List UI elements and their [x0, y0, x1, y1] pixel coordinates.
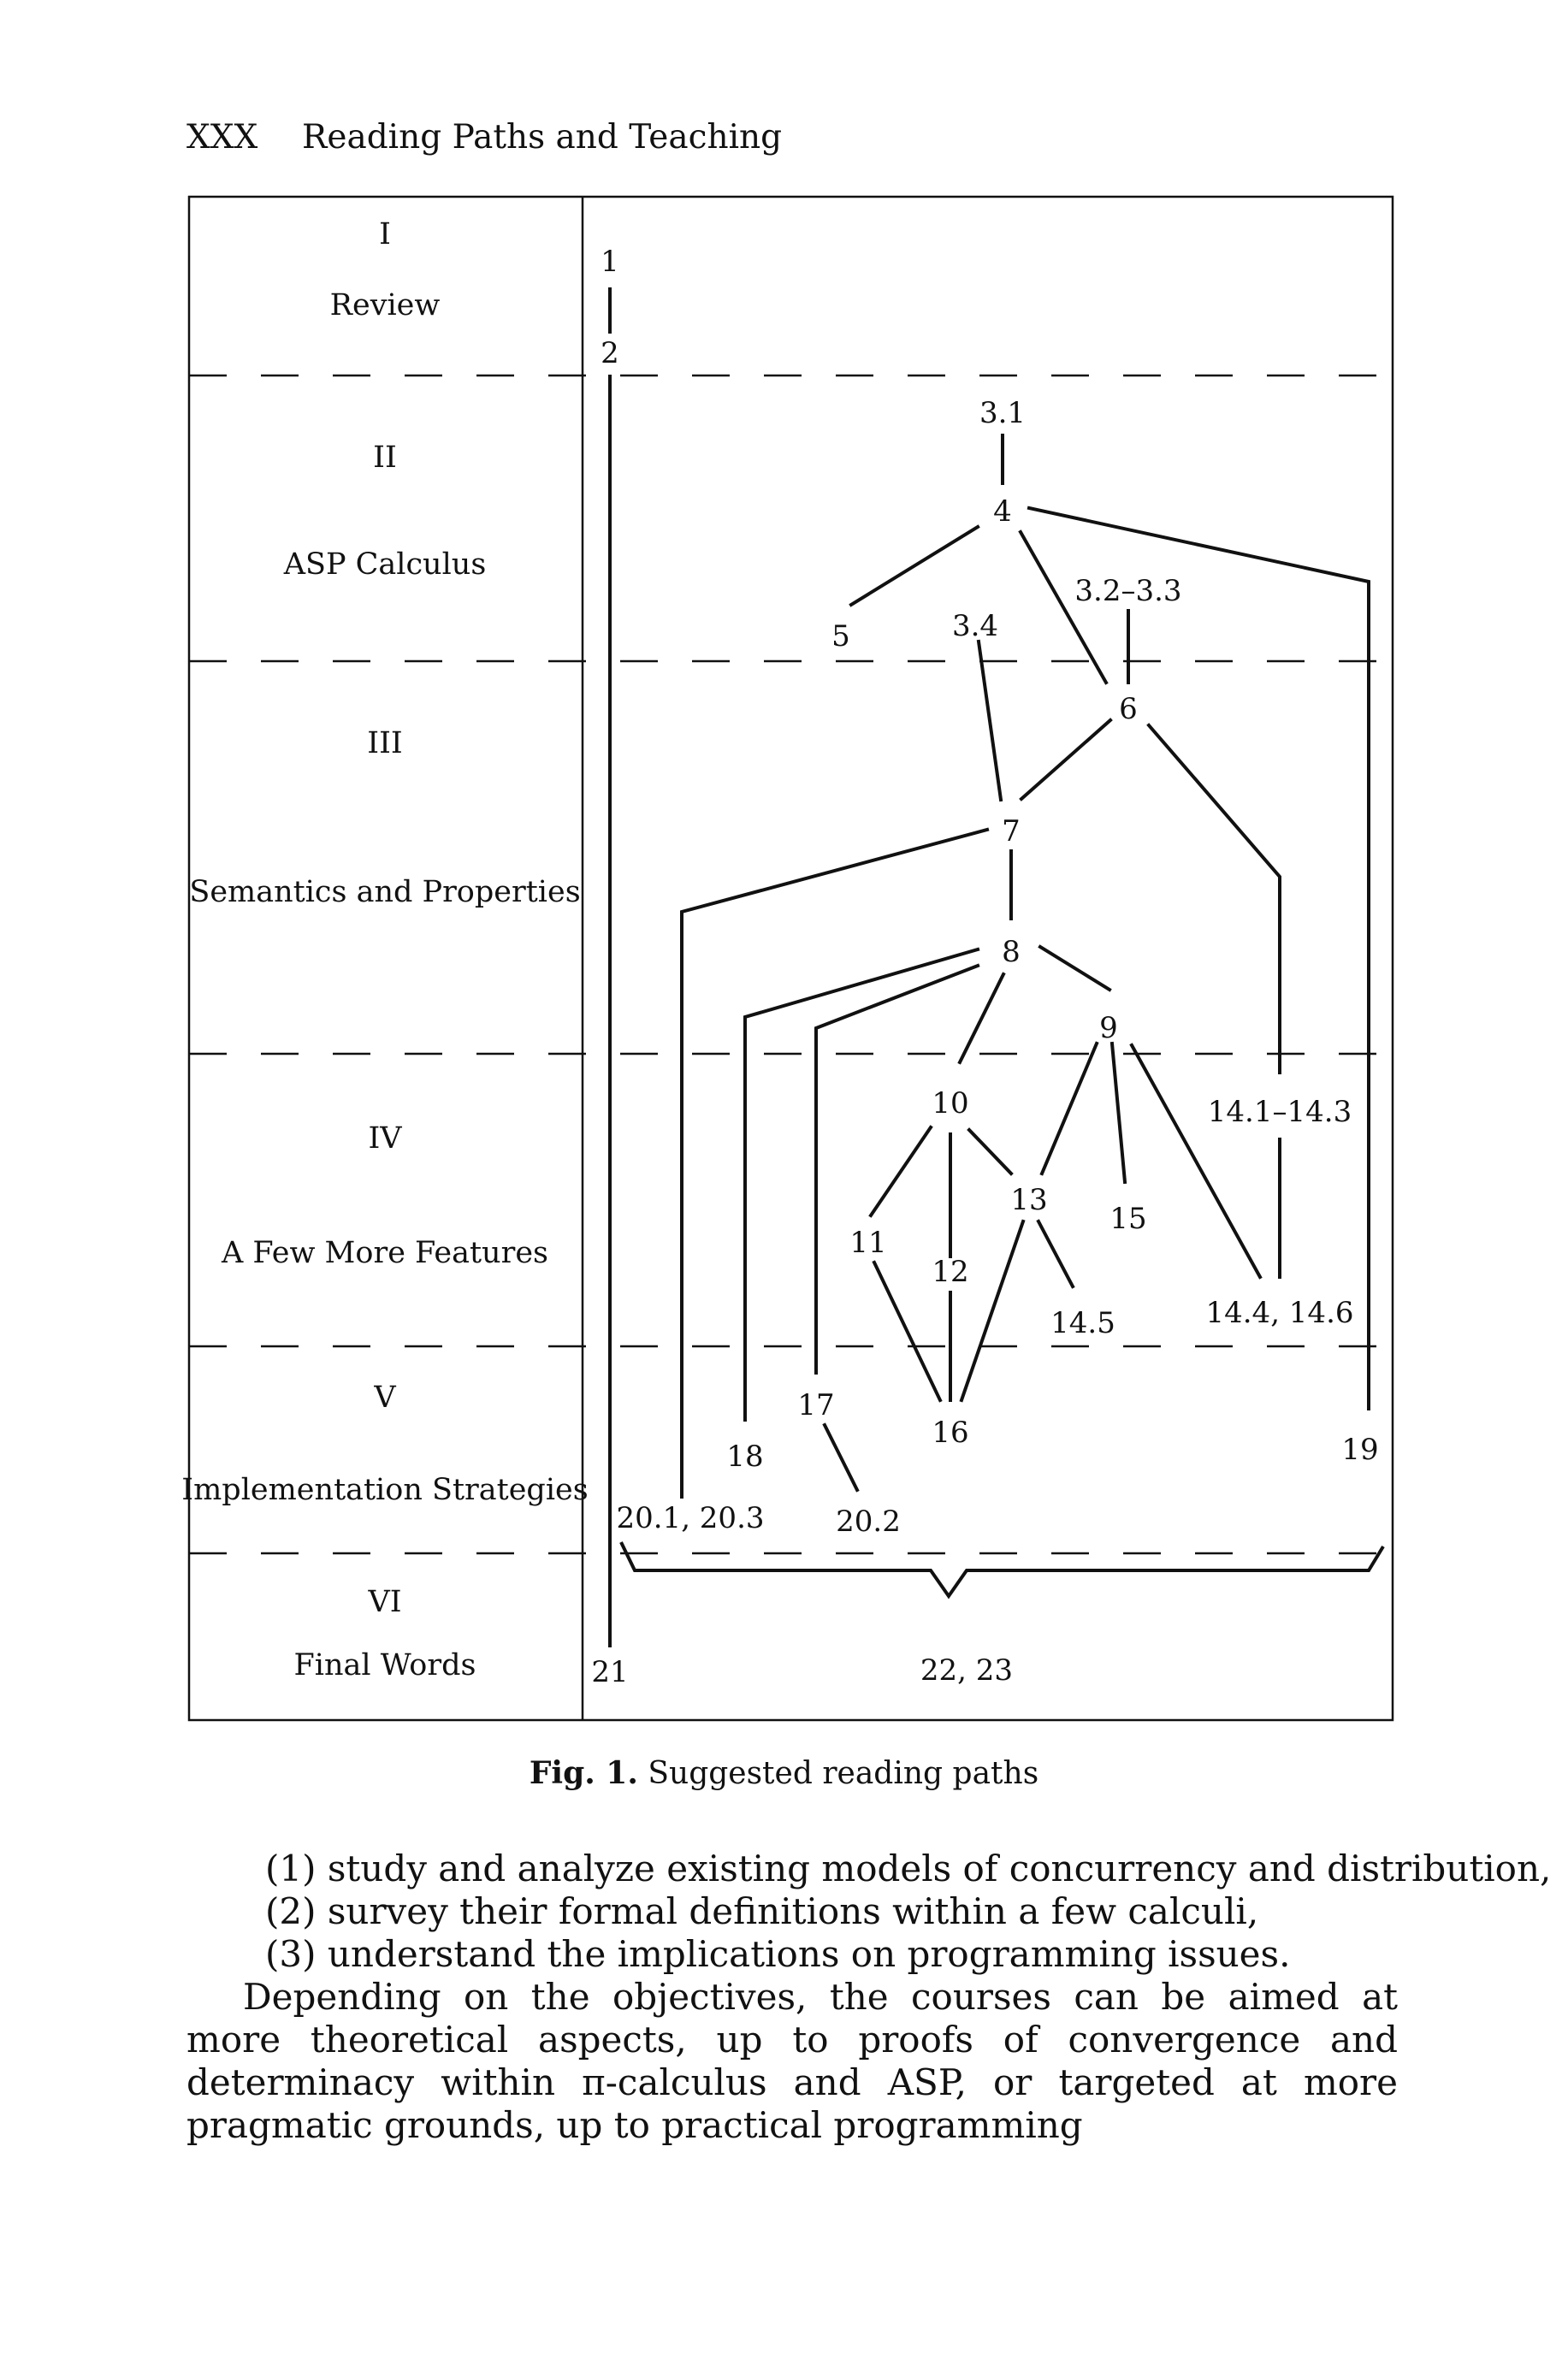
- node-3.4: 3.4: [951, 609, 999, 643]
- edge-4-5: [851, 527, 978, 605]
- edge-9-15: [1112, 1044, 1125, 1182]
- edge-6-14.1: [1149, 725, 1280, 1073]
- node-8: 8: [1002, 935, 1021, 969]
- edge-17-20.2: [825, 1425, 857, 1490]
- node-13: 13: [1010, 1183, 1048, 1217]
- edge-10-11: [871, 1127, 931, 1215]
- list-item: (3) understand the implications on programming issues.: [265, 1933, 1291, 1975]
- body-text: [186, 1848, 1552, 2147]
- node-3.1: 3.1: [979, 396, 1027, 430]
- edge-4-19: [1029, 508, 1369, 1409]
- part-5-name: Implementation Strategies: [181, 1473, 589, 1507]
- node-1: 1: [601, 245, 619, 279]
- part-1-numeral: I: [379, 217, 391, 251]
- node-20.2: 20.2: [836, 1505, 901, 1539]
- node-14.5: 14.5: [1050, 1306, 1115, 1340]
- edge-9-14.4: [1132, 1045, 1260, 1277]
- part-1-name: Review: [329, 288, 441, 322]
- edge-10-13: [969, 1130, 1011, 1174]
- part-3-numeral: III: [367, 726, 403, 760]
- edge-8-10: [960, 974, 1003, 1062]
- node-17: 17: [797, 1388, 835, 1422]
- caption-label: Fig. 1.: [529, 1755, 638, 1791]
- part-labels: [181, 217, 588, 1682]
- node-2: 2: [601, 336, 619, 370]
- node-20.1-20.3: 20.1, 20.3: [616, 1501, 765, 1535]
- node-19: 19: [1341, 1433, 1379, 1467]
- edge-8-9: [1040, 947, 1109, 990]
- edge-13-16: [962, 1221, 1023, 1400]
- node-21: 21: [591, 1655, 629, 1689]
- node-7: 7: [1002, 814, 1021, 849]
- edge-8-18: [745, 949, 978, 1420]
- node-14.1-14.3: 14.1–14.3: [1207, 1095, 1352, 1129]
- node-15: 15: [1109, 1202, 1147, 1236]
- chapter-nodes: [591, 245, 1378, 1689]
- part-4-name: A Few More Features: [221, 1236, 549, 1270]
- node-18: 18: [726, 1440, 764, 1474]
- edge-6-7: [1021, 720, 1110, 799]
- dependency-edges: [610, 289, 1369, 1646]
- edge-9-13: [1042, 1044, 1097, 1174]
- list-item: (1) study and analyze existing models of concurrency and distribution,: [265, 1848, 1552, 1889]
- part-5-numeral: V: [374, 1381, 396, 1415]
- node-3.2-3.3: 3.2–3.3: [1074, 574, 1182, 608]
- node-6: 6: [1119, 692, 1138, 726]
- part-2-numeral: II: [373, 441, 397, 475]
- part-4-numeral: IV: [368, 1121, 402, 1156]
- edge-13-14.5: [1038, 1221, 1073, 1286]
- part-2-name: ASP Calculus: [283, 547, 487, 582]
- node-12: 12: [932, 1255, 969, 1289]
- node-5: 5: [831, 619, 850, 653]
- list-item: (2) survey their formal definitions within a few calculi,: [265, 1890, 1259, 1932]
- part-6-name: Final Words: [293, 1648, 476, 1682]
- part-6-numeral: VI: [368, 1585, 402, 1619]
- node-14.4-14.6: 14.4, 14.6: [1205, 1296, 1354, 1330]
- caption-text: Suggested reading paths: [648, 1756, 1039, 1791]
- node-9: 9: [1099, 1011, 1118, 1045]
- final-brace: [621, 1542, 1383, 1596]
- figure-caption: [0, 1755, 1568, 1791]
- edge-3.4-7: [979, 642, 1001, 800]
- page-folio: XXX: [186, 118, 258, 157]
- edge-11-16: [874, 1262, 940, 1400]
- body-paragraph: Depending on the objectives, the courses can be aimed at more theoretical aspects, up to proofs of convergence and determinacy within π-calculus and ASP, or targeted at more pragmatic grounds, up to practical programming: [186, 1976, 1398, 2146]
- part-3-name: Semantics and Properties: [189, 875, 581, 909]
- running-title: Reading Paths and Teaching: [302, 118, 783, 157]
- node-11: 11: [849, 1226, 887, 1260]
- node-10: 10: [932, 1086, 969, 1121]
- node-16: 16: [932, 1416, 969, 1450]
- node-4: 4: [993, 494, 1012, 529]
- node-22-23: 22, 23: [920, 1653, 1014, 1688]
